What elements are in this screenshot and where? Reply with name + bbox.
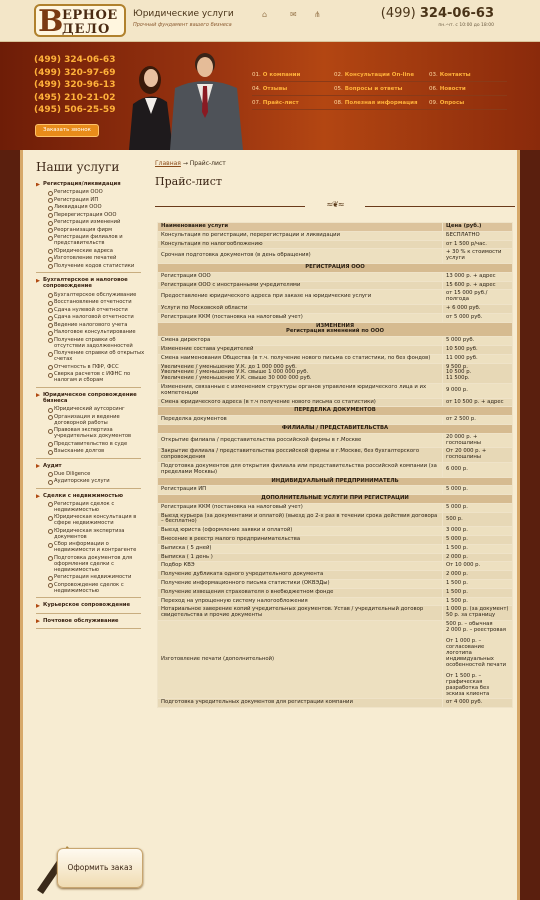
sidebar-item[interactable]: Восстановление отчетности bbox=[27, 299, 145, 307]
table-row bbox=[158, 580, 513, 589]
sidebar bbox=[27, 154, 145, 899]
ornament-line bbox=[155, 206, 305, 207]
sidebar-item[interactable]: Налоговое консультирование bbox=[27, 329, 145, 337]
service-name: Переделка документов bbox=[158, 416, 443, 425]
service-name: Консультация по налогообложению bbox=[158, 240, 443, 249]
menu-price-list[interactable]: 07. Прайс-лист bbox=[252, 100, 299, 106]
table-row bbox=[158, 304, 513, 313]
services-list bbox=[27, 179, 145, 629]
service-name: Смена юридического адреса (в т.ч получение нового письма со статистики) bbox=[158, 398, 443, 407]
service-price: 1 500 р. bbox=[443, 580, 513, 589]
table-row bbox=[158, 512, 513, 527]
sidebar-item[interactable]: Бухгалтерское обслуживание bbox=[27, 292, 145, 300]
menu-contacts[interactable]: 03. Контакты bbox=[429, 72, 471, 78]
service-name: Регистрация ООО с иностранными учредителями bbox=[158, 281, 443, 290]
breadcrumb-current: Прайс-лист bbox=[189, 160, 226, 167]
menu-about[interactable]: 01. О компании bbox=[252, 72, 301, 78]
sidebar-item[interactable]: Юридическая экспертиза документов bbox=[27, 528, 145, 542]
menu-useful-info[interactable]: 08. Полезная информация bbox=[334, 100, 418, 106]
service-name: Нотариальное заверение копий учредительных документов. Устав / учредительный договор свидетельства и прочие документы bbox=[158, 606, 443, 621]
price-table bbox=[157, 222, 513, 708]
service-name: Изготовление печати (дополнительной) bbox=[158, 621, 443, 699]
service-name: Открытие филиала / представительства российской фирмы в г.Москве bbox=[158, 433, 443, 448]
section-row bbox=[158, 495, 513, 504]
service-price: от 4 000 руб. bbox=[443, 699, 513, 708]
service-price: 1 500 р. bbox=[443, 588, 513, 597]
table-row bbox=[158, 433, 513, 448]
table-row bbox=[158, 416, 513, 425]
table-row bbox=[158, 231, 513, 240]
sidebar-item[interactable]: Взыскание долгов bbox=[27, 448, 145, 456]
section-row bbox=[158, 477, 513, 486]
sidebar-title: Наши услуги bbox=[36, 160, 120, 174]
section-row bbox=[158, 322, 513, 337]
logo-letter: В bbox=[38, 4, 64, 39]
table-row bbox=[158, 462, 513, 477]
service-price: от 15 000 руб./полгода bbox=[443, 290, 513, 305]
service-price: От 10 000 р. bbox=[443, 562, 513, 571]
sidebar-item[interactable]: Регистрация ООО bbox=[27, 189, 145, 197]
sidebar-item[interactable]: Регистрация изменений bbox=[27, 219, 145, 227]
section-title: ПЕРЕДЕЛКА ДОКУМЕНТОВ bbox=[158, 407, 513, 416]
table-row bbox=[158, 272, 513, 281]
sidebar-item[interactable]: Сдача нулевой отчетности bbox=[27, 307, 145, 315]
table-row bbox=[158, 536, 513, 545]
sidebar-item[interactable]: Юридическая консультация в сфере недвижимости bbox=[27, 514, 145, 528]
sidebar-category[interactable]: Сделки с недвижимостью bbox=[27, 491, 145, 501]
service-price: 13 000 р. + адрес bbox=[443, 272, 513, 281]
banner bbox=[0, 42, 540, 150]
sidebar-item[interactable]: Регистрация сделок с недвижимостью bbox=[27, 501, 145, 515]
sidebar-category[interactable]: Аудит bbox=[27, 461, 145, 471]
service-name: Получение извещения страхователя о внебюджетном фонде bbox=[158, 588, 443, 597]
logo-line-1: ЕРНОЕ bbox=[62, 8, 118, 23]
sidebar-item[interactable]: Правовая экспертиза учредительных документов bbox=[27, 427, 145, 441]
service-name: Подготовка документов для открытия филиала или представительства российской компании (за пределами Москвы) bbox=[158, 462, 443, 477]
service-price: БЕСПЛАТНО bbox=[443, 231, 513, 240]
table-row bbox=[158, 503, 513, 512]
sidebar-item[interactable]: Регистрация недвижимости bbox=[27, 574, 145, 582]
top-bar bbox=[0, 0, 540, 42]
service-name: Регистрация ККМ (постановка на налоговый учет) bbox=[158, 313, 443, 322]
service-name: Внесение в реестр малого предпринимательства bbox=[158, 536, 443, 545]
section-title: РЕГИСТРАЦИЯ ООО bbox=[158, 263, 513, 272]
service-price: 5 000 р. bbox=[443, 486, 513, 495]
service-name: Подбор КВЭ bbox=[158, 562, 443, 571]
table-row bbox=[158, 606, 513, 621]
service-price: + 30 % к стоимости услуги bbox=[443, 249, 513, 264]
service-price: от 2 500 р. bbox=[443, 416, 513, 425]
sidebar-divider bbox=[36, 488, 141, 489]
service-name: Смена наименования Общества (в т.ч. получение нового письма со статистики, по без фондов) bbox=[158, 354, 443, 363]
sidebar-item[interactable]: Получение справки об отсутствии задолженностей bbox=[27, 337, 145, 351]
sidebar-divider bbox=[36, 613, 141, 614]
phone-5: (495) 506-25-59 bbox=[34, 105, 116, 115]
service-price: От 20 000 р. + госпошлины bbox=[443, 448, 513, 463]
page-title: Прайс-лист bbox=[155, 175, 222, 188]
sidebar-divider bbox=[36, 272, 141, 273]
mail-icon[interactable]: ✉ bbox=[290, 10, 297, 19]
phone-2: (499) 320-97-69 bbox=[34, 67, 116, 78]
service-price: 3 000 р. bbox=[443, 527, 513, 536]
sidebar-item[interactable]: Юридические адреса bbox=[27, 248, 145, 256]
main-frame bbox=[20, 150, 520, 900]
service-name: Выписка ( 1 день ) bbox=[158, 553, 443, 562]
service-name: Регистрация ООО bbox=[158, 272, 443, 281]
service-name: Переход на упрощенную систему налогообложения bbox=[158, 597, 443, 606]
service-price: 2 000 р. bbox=[443, 571, 513, 580]
service-price: 5 000 р. bbox=[443, 536, 513, 545]
sidebar-divider bbox=[36, 597, 141, 598]
service-name: Выезд юриста (оформление заявки и оплатой) bbox=[158, 527, 443, 536]
phone-3: (499) 320-96-13 bbox=[34, 80, 116, 90]
site-slogan: Прочный фундамент вашего бизнеса bbox=[133, 22, 232, 28]
service-name: Увеличение / уменьшение У.К. до 1 000 000 руб. Увеличение / уменьшение У.К. свыше 1 000 000 руб. Увеличение / уменьшение У.К. свыше 30 000 000 руб. bbox=[158, 363, 443, 383]
service-price: 5 000 руб. bbox=[443, 337, 513, 346]
working-hours: пн.-чт. с 10:00 до 18:00 bbox=[438, 23, 494, 28]
service-price: 20 000 р. + госпошлины bbox=[443, 433, 513, 448]
service-price: 1 000 р. (за документ) 50 р. за страницу bbox=[443, 606, 513, 621]
service-name: Услуги по Московской области bbox=[158, 304, 443, 313]
table-row bbox=[158, 345, 513, 354]
service-name: Подготовка учредительных документов для регистрации компании bbox=[158, 699, 443, 708]
table-row bbox=[158, 486, 513, 495]
sidebar-category[interactable]: Регистрация/ликвидация bbox=[27, 179, 145, 189]
menu-faq[interactable]: 05. Вопросы и ответы bbox=[334, 86, 403, 92]
service-name: Изменение состава учредителей bbox=[158, 345, 443, 354]
service-price: 10 500 руб. bbox=[443, 345, 513, 354]
service-price: 1 500 р. bbox=[443, 597, 513, 606]
sidebar-item[interactable]: Сверка расчетов с ИФНС по налогам и сборам bbox=[27, 371, 145, 385]
service-price: 15 600 р. + адрес bbox=[443, 281, 513, 290]
order-call-button[interactable]: Заказать звонок bbox=[35, 124, 99, 137]
sidebar-item[interactable]: Получение справки об открытых счетах bbox=[27, 350, 145, 364]
service-name: Регистрация ИП bbox=[158, 486, 443, 495]
service-price: 9 500 р. 10 500 р. 11 500р. bbox=[443, 363, 513, 383]
breadcrumb-home-link[interactable]: Главная bbox=[155, 160, 181, 167]
phone-list bbox=[34, 54, 115, 117]
header-service: Наименование услуги bbox=[158, 223, 443, 232]
sidebar-category[interactable]: Почтовое обслуживание bbox=[27, 616, 145, 626]
sidebar-item[interactable]: Due Diligence bbox=[27, 471, 145, 479]
sidebar-item[interactable]: Регистрация ИП bbox=[27, 197, 145, 205]
table-row bbox=[158, 383, 513, 398]
breadcrumb bbox=[155, 160, 515, 167]
service-name: Получение информационного письма статистики (ОКВЭДы) bbox=[158, 580, 443, 589]
service-price: 500 р. – обычная 2 000 р. – реестровая От 1 000 р. – согласование логотипа индивидуальных особенностей печати От 1 500 р. – графическая разработка без эскиза клиента bbox=[443, 621, 513, 699]
table-row bbox=[158, 597, 513, 606]
table-row bbox=[158, 290, 513, 305]
sidebar-category[interactable]: Курьерское сопровождение bbox=[27, 600, 145, 610]
table-row bbox=[158, 240, 513, 249]
home-icon[interactable]: ⌂ bbox=[262, 10, 268, 19]
sidebar-item[interactable]: Реорганизация фирм bbox=[27, 227, 145, 235]
table-row bbox=[158, 313, 513, 322]
sidebar-divider bbox=[36, 387, 141, 388]
sidebar-item[interactable]: Сбор информации о недвижимости и контрагенте bbox=[27, 541, 145, 555]
service-price: 11 000 руб. bbox=[443, 354, 513, 363]
sidebar-item[interactable]: Организация и ведение договорной работы bbox=[27, 414, 145, 428]
logo-line-2: ДЕЛО bbox=[62, 22, 111, 37]
sidebar-item[interactable]: Сдача налоговой отчетности bbox=[27, 314, 145, 322]
menu-divider bbox=[252, 109, 507, 110]
man-figure bbox=[170, 53, 243, 150]
sidebar-item[interactable]: Ликвидация ООО bbox=[27, 204, 145, 212]
woman-figure bbox=[129, 66, 173, 150]
service-name: Выезд курьера (за документами и оплатой) (выезд до 2-х раз в течении срока действия договора – бесплатно) bbox=[158, 512, 443, 527]
service-price: + 6 000 руб. bbox=[443, 304, 513, 313]
menu-divider bbox=[252, 81, 507, 82]
section-title: ДОПОЛНИТЕЛЬНЫЕ УСЛУГИ ПРИ РЕГИСТРАЦИИ bbox=[158, 495, 513, 504]
service-name: Изменения, связанные с изменением структуры органов управления юридического лица и их компетенции bbox=[158, 383, 443, 398]
table-row bbox=[158, 249, 513, 264]
table-row bbox=[158, 562, 513, 571]
table-row bbox=[158, 553, 513, 562]
table-row bbox=[158, 588, 513, 597]
content bbox=[155, 160, 515, 708]
service-name: Регистрация ККМ (постановка на налоговый учет) bbox=[158, 503, 443, 512]
table-row bbox=[158, 527, 513, 536]
table-row bbox=[158, 354, 513, 363]
service-price: от 5 000 руб. bbox=[443, 313, 513, 322]
section-row bbox=[158, 424, 513, 433]
service-price: 5 000 р. bbox=[443, 503, 513, 512]
phone-4: (495) 210-21-02 bbox=[34, 92, 116, 103]
section-row bbox=[158, 263, 513, 272]
service-price: 2 000 р. bbox=[443, 553, 513, 562]
sidebar-divider bbox=[36, 458, 141, 459]
header-price: Цена (руб.) bbox=[443, 223, 513, 232]
logo[interactable] bbox=[34, 4, 126, 37]
service-price: 9 000 р. bbox=[443, 383, 513, 398]
service-name: Смена директора bbox=[158, 337, 443, 346]
table-row bbox=[158, 699, 513, 708]
sidebar-item[interactable]: Получение кодов статистики bbox=[27, 263, 145, 271]
service-name: Срочная подготовка документов (в день обращения) bbox=[158, 249, 443, 264]
table-row bbox=[158, 571, 513, 580]
menu-divider bbox=[252, 95, 507, 96]
service-price: от 1 500 р/час. bbox=[443, 240, 513, 249]
menu-reviews[interactable]: 04. Отзывы bbox=[252, 86, 288, 92]
sidebar-divider bbox=[36, 628, 141, 629]
table-row bbox=[158, 398, 513, 407]
sidebar-category[interactable]: Юридическое сопровождение бизнеса bbox=[27, 390, 145, 406]
service-price: от 10 500 р. + адрес bbox=[443, 398, 513, 407]
service-name: Получение дубликата одного учредительного документа bbox=[158, 571, 443, 580]
table-row bbox=[158, 448, 513, 463]
menu-polls[interactable]: 09. Опросы bbox=[429, 100, 465, 106]
service-name: Консультация по регистрации, перерегистрации и ликвидации bbox=[158, 231, 443, 240]
sidebar-item[interactable]: Аудиторские услуги bbox=[27, 478, 145, 486]
place-order-button[interactable]: Оформить заказ bbox=[57, 848, 143, 888]
sidebar-item[interactable]: Регистрация филиалов и представительств bbox=[27, 234, 145, 248]
sidebar-item[interactable]: Подготовка документов для оформления сделки с недвижимостью bbox=[27, 555, 145, 575]
table-row bbox=[158, 544, 513, 553]
section-title: ИЗМЕНЕНИЯ Регистрация изменений по ООО bbox=[158, 322, 513, 337]
service-name: Закрытие филиала / представительства российской фирмы в г.Москве, без бухгалтерского сопровождения bbox=[158, 448, 443, 463]
service-price: 500 р. bbox=[443, 512, 513, 527]
ornament-line bbox=[365, 206, 515, 207]
sidebar-item[interactable]: Отчетность в ПФР, ФСС bbox=[27, 364, 145, 372]
service-price: 1 500 р. bbox=[443, 544, 513, 553]
section-title: ФИЛИАЛЫ / ПРЕДСТАВИТЕЛЬСТВА bbox=[158, 424, 513, 433]
sidebar-item[interactable]: Изготовление печатей bbox=[27, 255, 145, 263]
sidebar-item[interactable]: Перерегистрация ООО bbox=[27, 212, 145, 220]
table-row bbox=[158, 363, 513, 383]
sidebar-item[interactable]: Сопровождение сделок с недвижимостью bbox=[27, 582, 145, 596]
table-header-row bbox=[158, 223, 513, 232]
menu-news[interactable]: 06. Новости bbox=[429, 86, 466, 92]
sidebar-category[interactable]: Бухгалтерское и налоговое сопровождение bbox=[27, 275, 145, 291]
ornament-divider bbox=[155, 200, 515, 212]
phone-1: (499) 324-06-63 bbox=[34, 55, 116, 65]
section-row bbox=[158, 407, 513, 416]
site-title: Юридические услуги bbox=[133, 9, 234, 19]
service-price: 6 000 р. bbox=[443, 462, 513, 477]
ornament-icon: ≈❦≈ bbox=[326, 200, 344, 209]
table-row bbox=[158, 337, 513, 346]
banner-people-image bbox=[115, 42, 250, 150]
sitemap-icon[interactable]: ⋔ bbox=[314, 10, 321, 19]
service-name: Предоставление юридического адреса при заказе на юридические услуги bbox=[158, 290, 443, 305]
header-phone: (499) 324-06-63 bbox=[380, 6, 494, 21]
menu-consult-online[interactable]: 02. Консультации On-line bbox=[334, 72, 415, 78]
sidebar-item[interactable]: Представительство в суде bbox=[27, 441, 145, 449]
sidebar-item[interactable]: Ведение налогового учета bbox=[27, 322, 145, 330]
breadcrumb-arrow: → bbox=[182, 160, 188, 167]
table-row bbox=[158, 621, 513, 699]
table-row bbox=[158, 281, 513, 290]
service-name: Выписка ( 5 дней) bbox=[158, 544, 443, 553]
sidebar-item[interactable]: Юридический аутсорсинг bbox=[27, 406, 145, 414]
section-title: ИНДИВИДУАЛЬНЫЙ ПРЕДПРИНИМАТЕЛЬ bbox=[158, 477, 513, 486]
